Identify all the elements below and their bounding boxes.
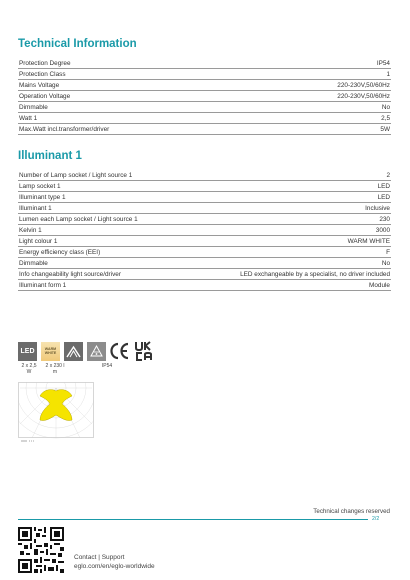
row-label: Mains Voltage bbox=[19, 82, 60, 89]
row-label: Info changeability light source/driver bbox=[19, 271, 121, 278]
light-distribution-diagram bbox=[18, 382, 94, 444]
row-value: LED bbox=[377, 183, 390, 190]
watt-unit: W bbox=[26, 369, 32, 375]
row-value: 5W bbox=[380, 126, 390, 133]
table-row bbox=[18, 192, 391, 203]
row-value: F bbox=[386, 249, 390, 256]
table-row bbox=[18, 91, 391, 102]
table-row bbox=[18, 269, 391, 280]
beam-angle-icon bbox=[64, 342, 83, 361]
row-value: LED exchangeable by a specialist, no driver included bbox=[240, 271, 390, 278]
row-label: Light colour 1 bbox=[19, 238, 58, 245]
row-label: Energy efficiency class (EEI) bbox=[19, 249, 101, 256]
contact-support-link[interactable]: Contact | Support bbox=[74, 554, 125, 561]
table-row bbox=[18, 236, 391, 247]
row-value: 3000 bbox=[375, 227, 390, 234]
row-value: No bbox=[381, 104, 390, 111]
footer-divider bbox=[18, 519, 368, 520]
section-title-illuminant: Illuminant 1 bbox=[18, 150, 82, 162]
table-row bbox=[18, 203, 391, 214]
row-value: Inclusive bbox=[365, 205, 390, 212]
contact-block bbox=[74, 553, 155, 571]
row-label: Lumen each Lamp socket / Light source 1 bbox=[19, 216, 138, 223]
row-value: 2,5 bbox=[381, 115, 390, 122]
row-label: Illuminant type 1 bbox=[19, 194, 66, 201]
table-row bbox=[18, 258, 391, 269]
table-row bbox=[18, 214, 391, 225]
protection-ip-icon bbox=[87, 342, 106, 361]
row-label: Lamp socket 1 bbox=[19, 183, 61, 190]
watt-value: 2 x 2,5 bbox=[21, 363, 37, 369]
row-label: Kelvin 1 bbox=[19, 227, 42, 234]
row-label: Watt 1 bbox=[19, 115, 38, 122]
row-value: 230 bbox=[379, 216, 390, 223]
led-icon: LED bbox=[18, 342, 37, 361]
technical-table bbox=[18, 58, 391, 135]
ce-ukca-mark bbox=[110, 340, 158, 362]
table-row bbox=[18, 247, 391, 258]
row-value: 220-230V,50/60Hz bbox=[337, 82, 390, 89]
technical-changes-note: Technical changes reserved bbox=[313, 508, 390, 515]
lumen-unit: m bbox=[52, 369, 58, 375]
table-row bbox=[18, 102, 391, 113]
table-row bbox=[18, 69, 391, 80]
row-value: No bbox=[381, 260, 390, 267]
table-row bbox=[18, 170, 391, 181]
section-title-technical: Technical Information bbox=[18, 38, 137, 50]
row-label: Protection Class bbox=[19, 71, 66, 78]
illuminant-table bbox=[18, 170, 391, 291]
row-label: Max.Watt incl.transformer/driver bbox=[19, 126, 110, 133]
row-label: Operation Voltage bbox=[19, 93, 71, 100]
watt-caption bbox=[16, 363, 42, 375]
ip-caption: IP54 bbox=[101, 363, 113, 369]
warm-label: WARM bbox=[44, 347, 57, 351]
row-value: 1 bbox=[386, 71, 390, 78]
page-number: 2/2 bbox=[372, 516, 380, 522]
row-value: WARM WHITE bbox=[347, 238, 390, 245]
qr-code-icon bbox=[18, 527, 64, 573]
row-label: Dimmable bbox=[19, 104, 48, 111]
row-value: 2 bbox=[386, 172, 390, 179]
lumen-caption bbox=[40, 363, 70, 375]
lumen-value: 2 x 230 l bbox=[45, 363, 65, 369]
table-row bbox=[18, 124, 391, 135]
table-row bbox=[18, 58, 391, 69]
table-row bbox=[18, 80, 391, 91]
row-label: Number of Lamp socket / Light source 1 bbox=[19, 172, 133, 179]
table-row bbox=[18, 280, 391, 291]
table-row bbox=[18, 181, 391, 192]
row-label: Dimmable bbox=[19, 260, 48, 267]
row-label: Illuminant form 1 bbox=[19, 282, 67, 289]
row-value: IP54 bbox=[376, 60, 390, 67]
white-label: WHITE bbox=[44, 351, 57, 355]
table-row bbox=[18, 113, 391, 124]
row-value: 220-230V,50/60Hz bbox=[337, 93, 390, 100]
row-value: Module bbox=[369, 282, 390, 289]
row-value: LED bbox=[377, 194, 390, 201]
row-label: Protection Degree bbox=[19, 60, 71, 67]
badge-row bbox=[18, 340, 158, 362]
row-label: Illuminant 1 bbox=[19, 205, 52, 212]
warm-white-icon bbox=[41, 342, 60, 361]
website-link[interactable]: eglo.com/en/eglo-worldwide bbox=[74, 563, 155, 570]
table-row bbox=[18, 225, 391, 236]
